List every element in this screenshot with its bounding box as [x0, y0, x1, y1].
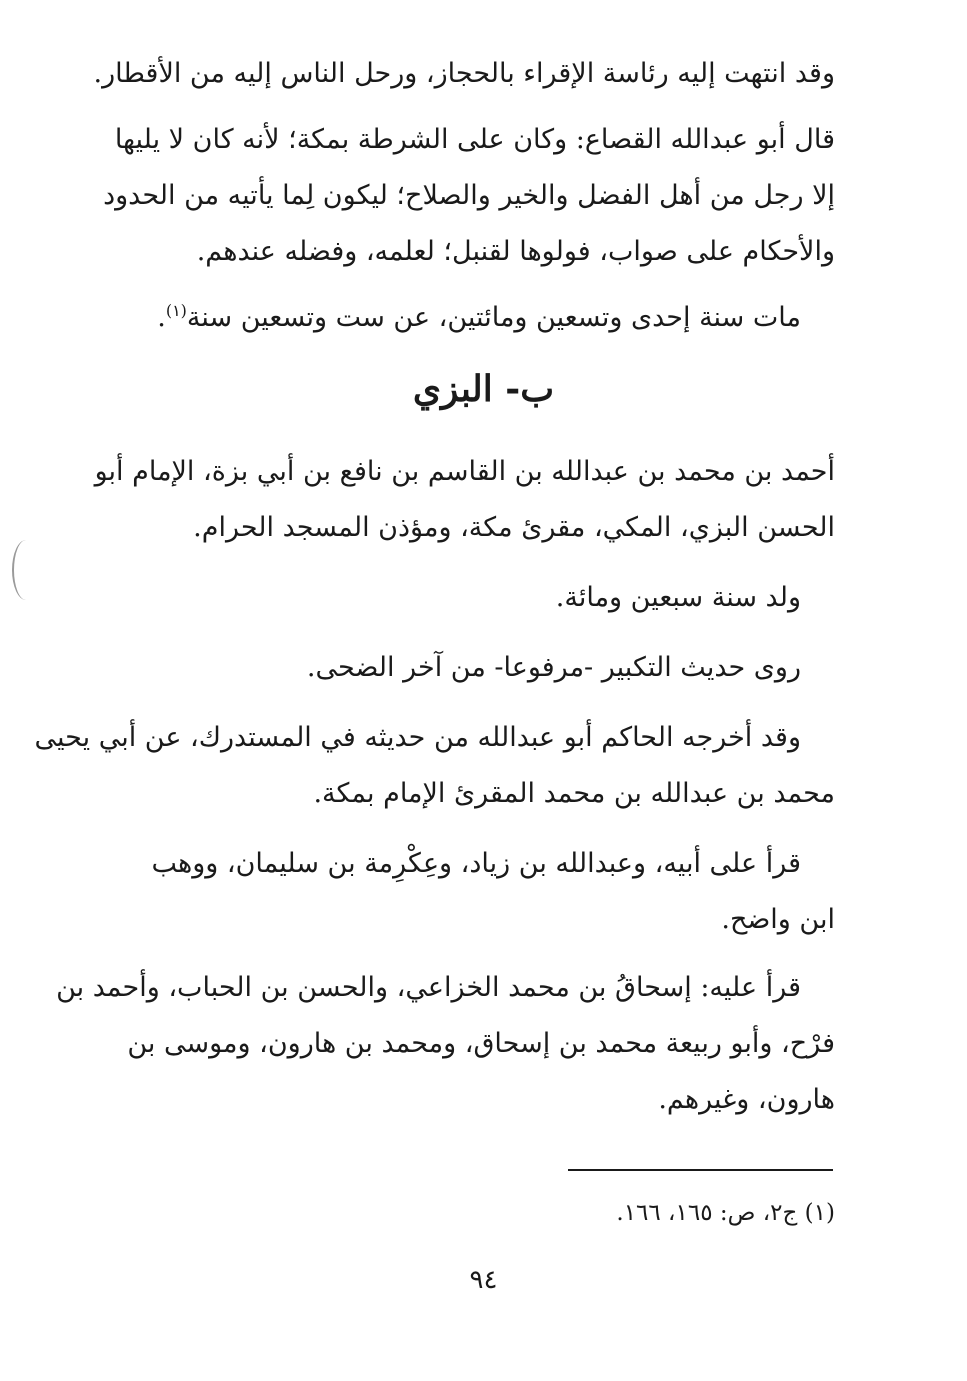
body-line-3: إلا رجل من أهل الفضل والخير والصلاح؛ ليكون لِما يأتيه من الحدود [103, 180, 835, 211]
body-line-14: قرأ عليه: إسحاقُ بن محمد الخزاعي، والحسن بن الحباب، وأحمد بن [56, 972, 801, 1003]
body-line-13: ابن واضح. [721, 904, 835, 935]
body-line-11: محمد بن عبدالله بن محمد المقرئ الإمام بمكة. [313, 778, 835, 809]
body-line-12: قرأ على أبيه، وعبدالله بن زياد، وعِكْرِمة بن سليمان، ووهب [151, 848, 801, 879]
footnote-divider [568, 1169, 833, 1171]
body-line-7: الحسن البزي، المكي، مقرئ مكة، ومؤذن المسجد الحرام. [193, 512, 835, 543]
death-line [157, 298, 801, 338]
body-line-1: وقد انتهت إليه رئاسة الإقراء بالحجاز، ورحل الناس إليه من الأقطار. [93, 58, 835, 89]
death-text: مات سنة إحدى وتسعين ومائتين، عن ست وتسعين سنة [186, 302, 801, 333]
body-line-15: فرْح، وأبو ربيعة محمد بن إسحاق، ومحمد بن هارون، وموسى بن [127, 1028, 835, 1059]
body-line-16: هارون، وغيرهم. [658, 1084, 835, 1115]
footnote: (١) ج٢، ص: ١٦٥، ١٦٦. [616, 1200, 835, 1226]
body-line-4: والأحكام على صواب، فولوها لقنبل؛ لعلمه، وفضله عندهم. [196, 236, 835, 267]
footnote-reference[interactable]: (١) [165, 301, 187, 320]
body-line-9: روى حديث التكبير -مرفوعا- من آخر الضحى. [306, 652, 801, 683]
body-line-10: وقد أخرجه الحاكم أبو عبدالله من حديثه في المستدرك، عن أبي يحيى [34, 722, 801, 753]
body-line-8: ولد سنة سبعين ومائة. [555, 582, 801, 613]
section-heading: ب- البزي [412, 368, 555, 410]
scan-edge-mark [12, 540, 40, 600]
page-number: ٩٤ [469, 1265, 498, 1295]
body-line-6: أحمد بن محمد بن عبدالله بن القاسم بن نافع بن أبي بزة، الإمام أبو [94, 456, 835, 487]
body-line-2: قال أبو عبدالله القصاع: وكان على الشرطة بمكة؛ لأنه كان لا يليها [114, 124, 835, 155]
death-end: . [157, 302, 166, 333]
